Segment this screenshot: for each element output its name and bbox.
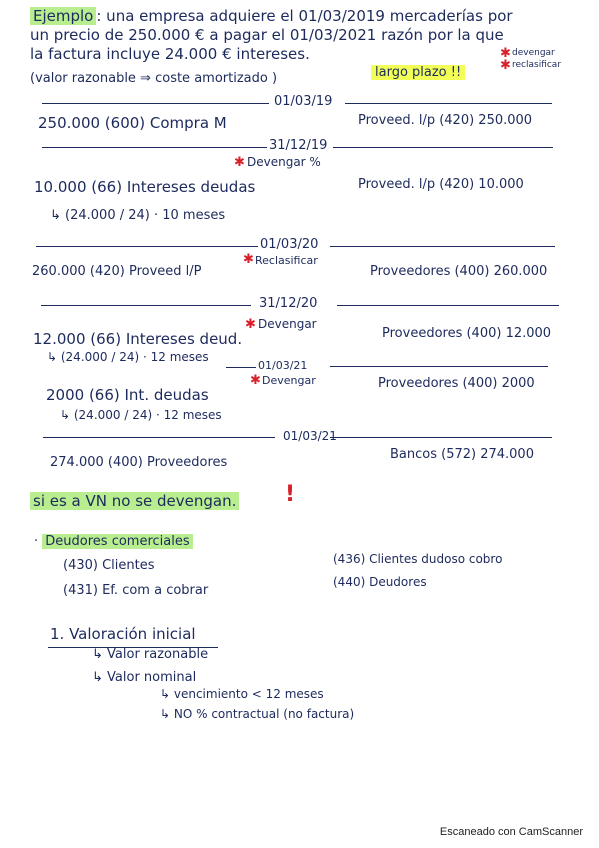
divider	[43, 437, 275, 438]
example-line-2: un precio de 250.000 € a pagar el 01/03/2021 razón por la que	[30, 26, 504, 44]
asterisk-icon: ✱	[245, 317, 256, 332]
divider	[41, 305, 251, 306]
entry-credit: Bancos (572) 274.000	[390, 447, 534, 462]
largo-plazo-label: largo plazo !!	[371, 65, 465, 80]
valuation-line: ↳ Valor nominal	[92, 670, 197, 685]
example-line-3: la factura incluye 24.000 € intereses.	[30, 45, 310, 63]
example-text-1: : una empresa adquiere el 01/03/2019 mercaderías por	[96, 7, 513, 25]
divider	[330, 437, 552, 438]
divider	[330, 246, 555, 247]
entry-tag: Reclasificar	[255, 254, 318, 267]
vn-note	[30, 494, 239, 509]
valuation-line: ↳ NO % contractual (no factura)	[160, 707, 355, 721]
account-item: (431) Ef. com a cobrar	[63, 583, 209, 598]
divider	[42, 147, 267, 148]
entry-debit: 250.000 (600) Compra M	[38, 114, 227, 132]
scanner-footer: Escaneado con CamScanner	[439, 826, 583, 838]
entry-debit: 10.000 (66) Intereses deudas	[34, 178, 256, 196]
legend-reclasificar: reclasificar	[512, 60, 562, 70]
entry-debit: 260.000 (420) Proveed l/P	[32, 264, 202, 279]
entry-calc: ↳ (24.000 / 24) · 12 meses	[60, 408, 222, 422]
divider	[333, 147, 553, 148]
valuation-line: ↳ Valor razonable	[92, 647, 209, 662]
divider	[330, 366, 548, 367]
entry-tag: Devengar	[262, 374, 316, 387]
entry-date: 31/12/20	[259, 296, 318, 311]
valuation-title: 1. Valoración inicial	[50, 625, 196, 643]
example-line-1	[30, 9, 513, 24]
divider	[42, 103, 269, 104]
divider	[226, 367, 256, 368]
divider	[36, 246, 258, 247]
example-label: Ejemplo	[30, 7, 96, 25]
section-title-text: Deudores comerciales	[42, 534, 192, 549]
exclamation-mark: !	[285, 482, 296, 507]
entry-credit: Proveedores (400) 2000	[378, 376, 535, 391]
asterisk-icon: ✱	[243, 252, 254, 267]
section-title	[34, 535, 193, 548]
entry-date: 31/12/19	[269, 138, 328, 153]
entry-credit: Proveedores (400) 12.000	[382, 326, 552, 341]
entry-debit: 2000 (66) Int. deudas	[46, 386, 209, 404]
account-item: (430) Clientes	[63, 558, 155, 573]
entry-tag: Devengar	[258, 317, 317, 331]
valuation-line: ↳ vencimiento < 12 meses	[160, 687, 324, 701]
asterisk-icon: ✱	[500, 46, 511, 61]
entry-calc: ↳ (24.000 / 24) · 12 meses	[47, 350, 209, 364]
asterisk-icon: ✱	[500, 58, 511, 73]
entry-date: 01/03/20	[260, 237, 319, 252]
entry-credit: Proveedores (400) 260.000	[370, 264, 548, 279]
account-item: (440) Deudores	[333, 575, 427, 589]
entry-tag: Devengar %	[247, 155, 321, 169]
entry-debit: 274.000 (400) Proveedores	[50, 455, 228, 470]
entry-debit: 12.000 (66) Intereses deud.	[33, 330, 243, 348]
entry-date: 01/03/21	[283, 429, 337, 443]
divider	[345, 103, 552, 104]
bullet-icon: ·	[34, 534, 39, 549]
entry-credit: Proveed. l/p (420) 10.000	[358, 177, 524, 192]
valuation-note: (valor razonable ⇒ coste amortizado )	[30, 71, 278, 86]
account-item: (436) Clientes dudoso cobro	[333, 552, 503, 566]
entry-date: 01/03/21	[258, 359, 308, 372]
asterisk-icon: ✱	[234, 155, 245, 170]
entry-date: 01/03/19	[274, 94, 333, 109]
asterisk-icon: ✱	[250, 373, 261, 388]
vn-note-text: si es a VN no se devengan.	[30, 492, 239, 510]
legend-devengar: devengar	[512, 48, 555, 58]
entry-calc: ↳ (24.000 / 24) · 10 meses	[50, 208, 226, 223]
divider	[337, 305, 559, 306]
entry-credit: Proveed. l/p (420) 250.000	[358, 113, 533, 128]
note-highlight	[371, 66, 465, 79]
